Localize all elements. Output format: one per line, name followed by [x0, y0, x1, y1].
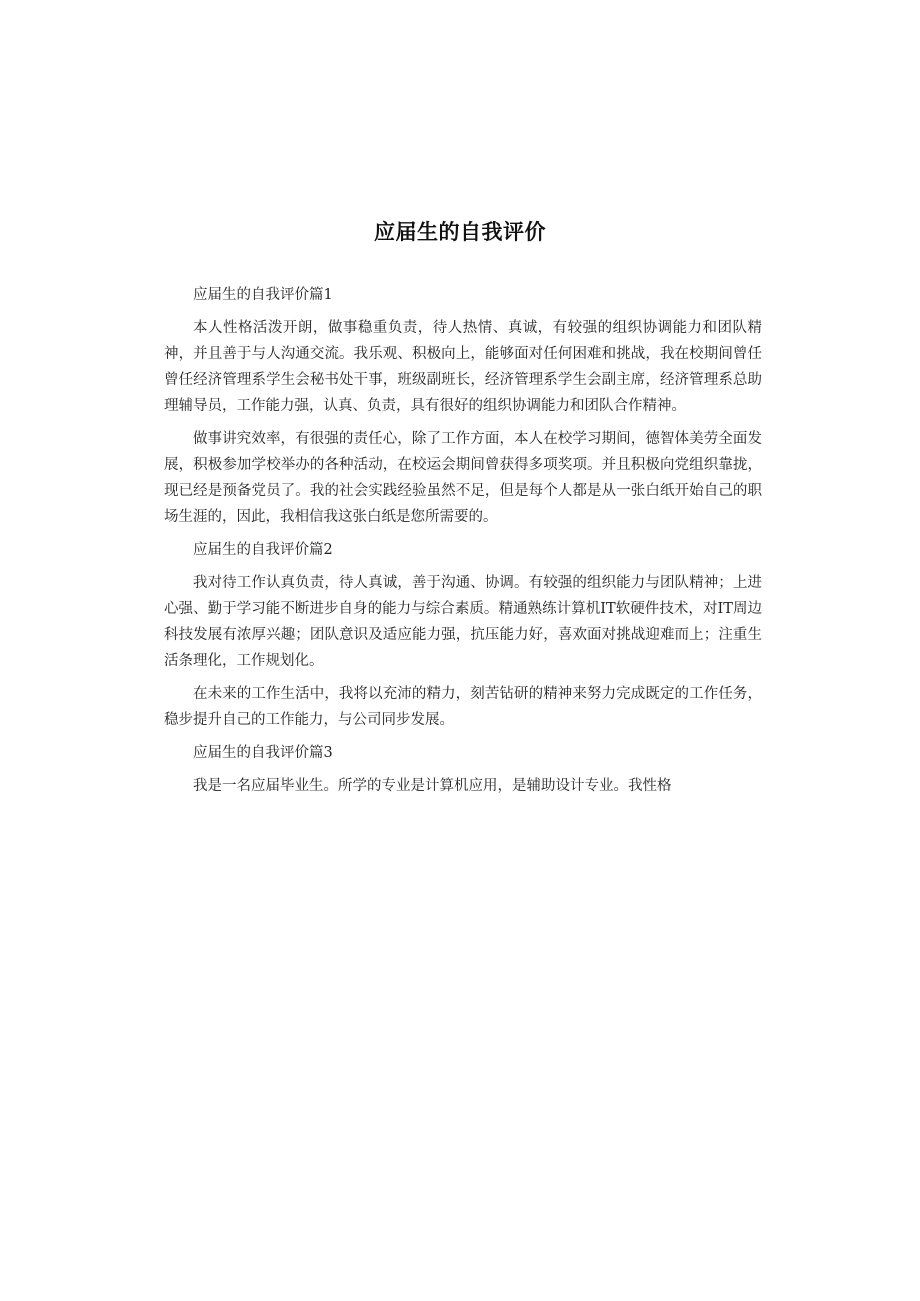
document-title: 应届生的自我评价 [374, 220, 546, 244]
paragraph-2b: 在未来的工作生活中，我将以充沛的精力，刻苦钻研的精神来努力完成既定的工作任务，稳步提升自己的工作能力，与公司同步发展。 [164, 686, 762, 728]
paragraph-1b: 做事讲究效率，有很强的责任心，除了工作方面，本人在校学习期间，德智体美劳全面发展，积极参加学校举办的各种活动，在校运会期间曾获得多项奖项。并且积极向党组织靠拢，现已经是预备党员了。我的社会实践经验虽然不足，但是每个人都是从一张白纸开始自己的职场生涯的，因此，我相信我这张白纸是您所需要的。 [164, 431, 762, 525]
section-heading-2: 应届生的自我评价篇2 [193, 542, 333, 558]
paragraph-3a: 我是一名应届毕业生。所学的专业是计算机应用，是辅助设计专业。我性格 [193, 778, 672, 794]
section-heading-3: 应届生的自我评价篇3 [193, 745, 333, 761]
document-body [164, 282, 762, 806]
paragraph-2a: 我对待工作认真负责，待人真诚，善于沟通、协调。有较强的组织能力与团队精神；上进心强、勤于学习能不断进步自身的能力与综合素质。精通熟练计算机IT软硬件技术，对IT周边科技发展有浓厚兴趣；团队意识及适应能力强，抗压能力好，喜欢面对挑战迎难而上；注重生活条理化，工作规划化。 [164, 575, 762, 669]
paragraph-1a: 本人性格活泼开朗，做事稳重负责，待人热情、真诚，有较强的组织协调能力和团队精神，并且善于与人沟通交流。我乐观、积极向上，能够面对任何困难和挑战，我在校期间曾任曾任经济管理系学生会秘书处干事，班级副班长，经济管理系学生会副主席，经济管理系总助理辅导员，工作能力强，认真、负责，具有很好的组织协调能力和团队合作精神。 [164, 320, 762, 414]
section-heading-1: 应届生的自我评价篇1 [193, 287, 333, 303]
